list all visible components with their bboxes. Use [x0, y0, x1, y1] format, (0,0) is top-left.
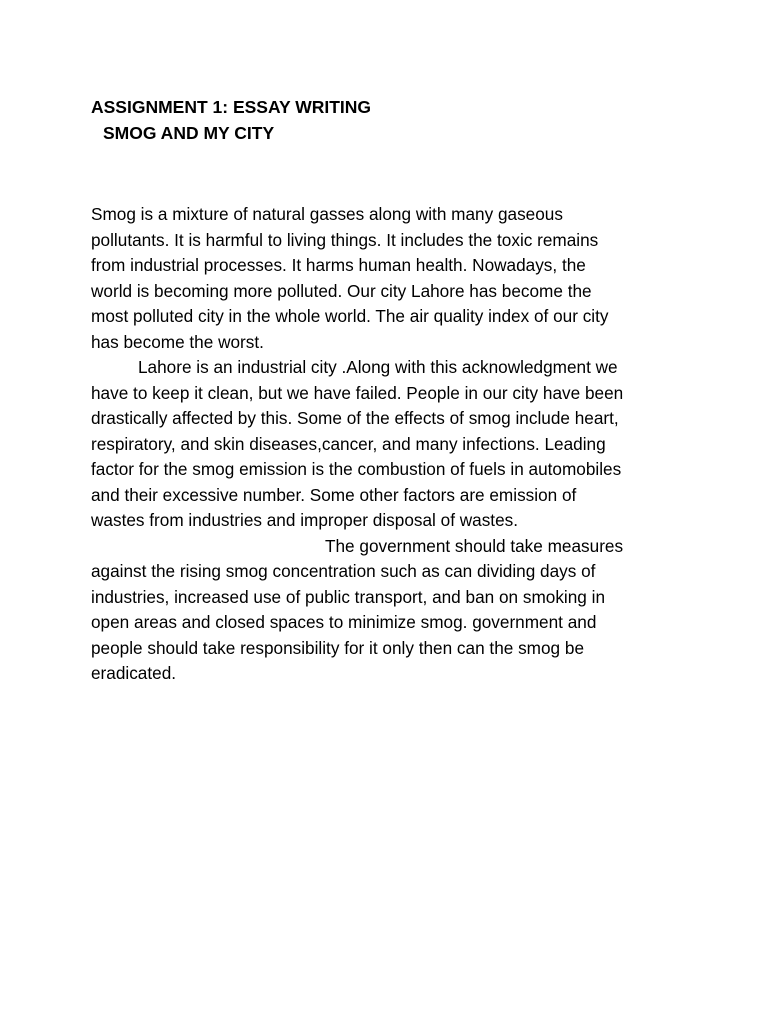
text-line: most polluted city in the whole world. The air quality index of our city [91, 306, 609, 326]
text-line: people should take responsibility for it only then can the smog be [91, 637, 585, 658]
text-line: drastically affected by this. Some of the effects of smog include heart, [91, 408, 619, 428]
text-line: factor for the smog emission is the combustion of fuels in automobiles [91, 459, 622, 479]
text-line: wastes from industries and improper disposal of wastes. [91, 510, 519, 530]
text-line: pollutants. It is harmful to living things. It includes the toxic remains [91, 229, 599, 250]
text-line: world is becoming more polluted. Our city Lahore has become the [91, 280, 592, 301]
assignment-heading: ASSIGNMENT 1: ESSAY WRITING [91, 97, 372, 117]
essay-title: SMOG AND MY CITY [103, 123, 275, 143]
text-line: The government should take measures [325, 535, 624, 556]
text-line: industries, increased use of public transport, and ban on smoking in [91, 586, 606, 607]
essay-body [91, 202, 691, 687]
text-line: respiratory, and skin diseases,cancer, and many infections. Leading [91, 433, 606, 454]
text-line: eradicated. [91, 663, 177, 683]
text-line: Smog is a mixture of natural gasses along with many gaseous [91, 204, 563, 224]
text-line: from industrial processes. It harms human health. Nowadays, the [91, 255, 586, 275]
text-line: has become the worst. [91, 331, 264, 352]
paragraph-3 [91, 534, 691, 687]
text-line: and their excessive number. Some other factors are emission of [91, 484, 577, 505]
text-line: Lahore is an industrial city .Along with this acknowledgment we [138, 357, 618, 377]
paragraph-1 [91, 202, 691, 355]
text-line: against the rising smog concentration such as can dividing days of [91, 561, 596, 581]
document-title [91, 94, 371, 146]
text-line: have to keep it clean, but we have failed. People in our city have been [91, 382, 624, 403]
paragraph-2 [91, 355, 691, 534]
text-line: open areas and closed spaces to minimize smog. government and [91, 612, 597, 632]
